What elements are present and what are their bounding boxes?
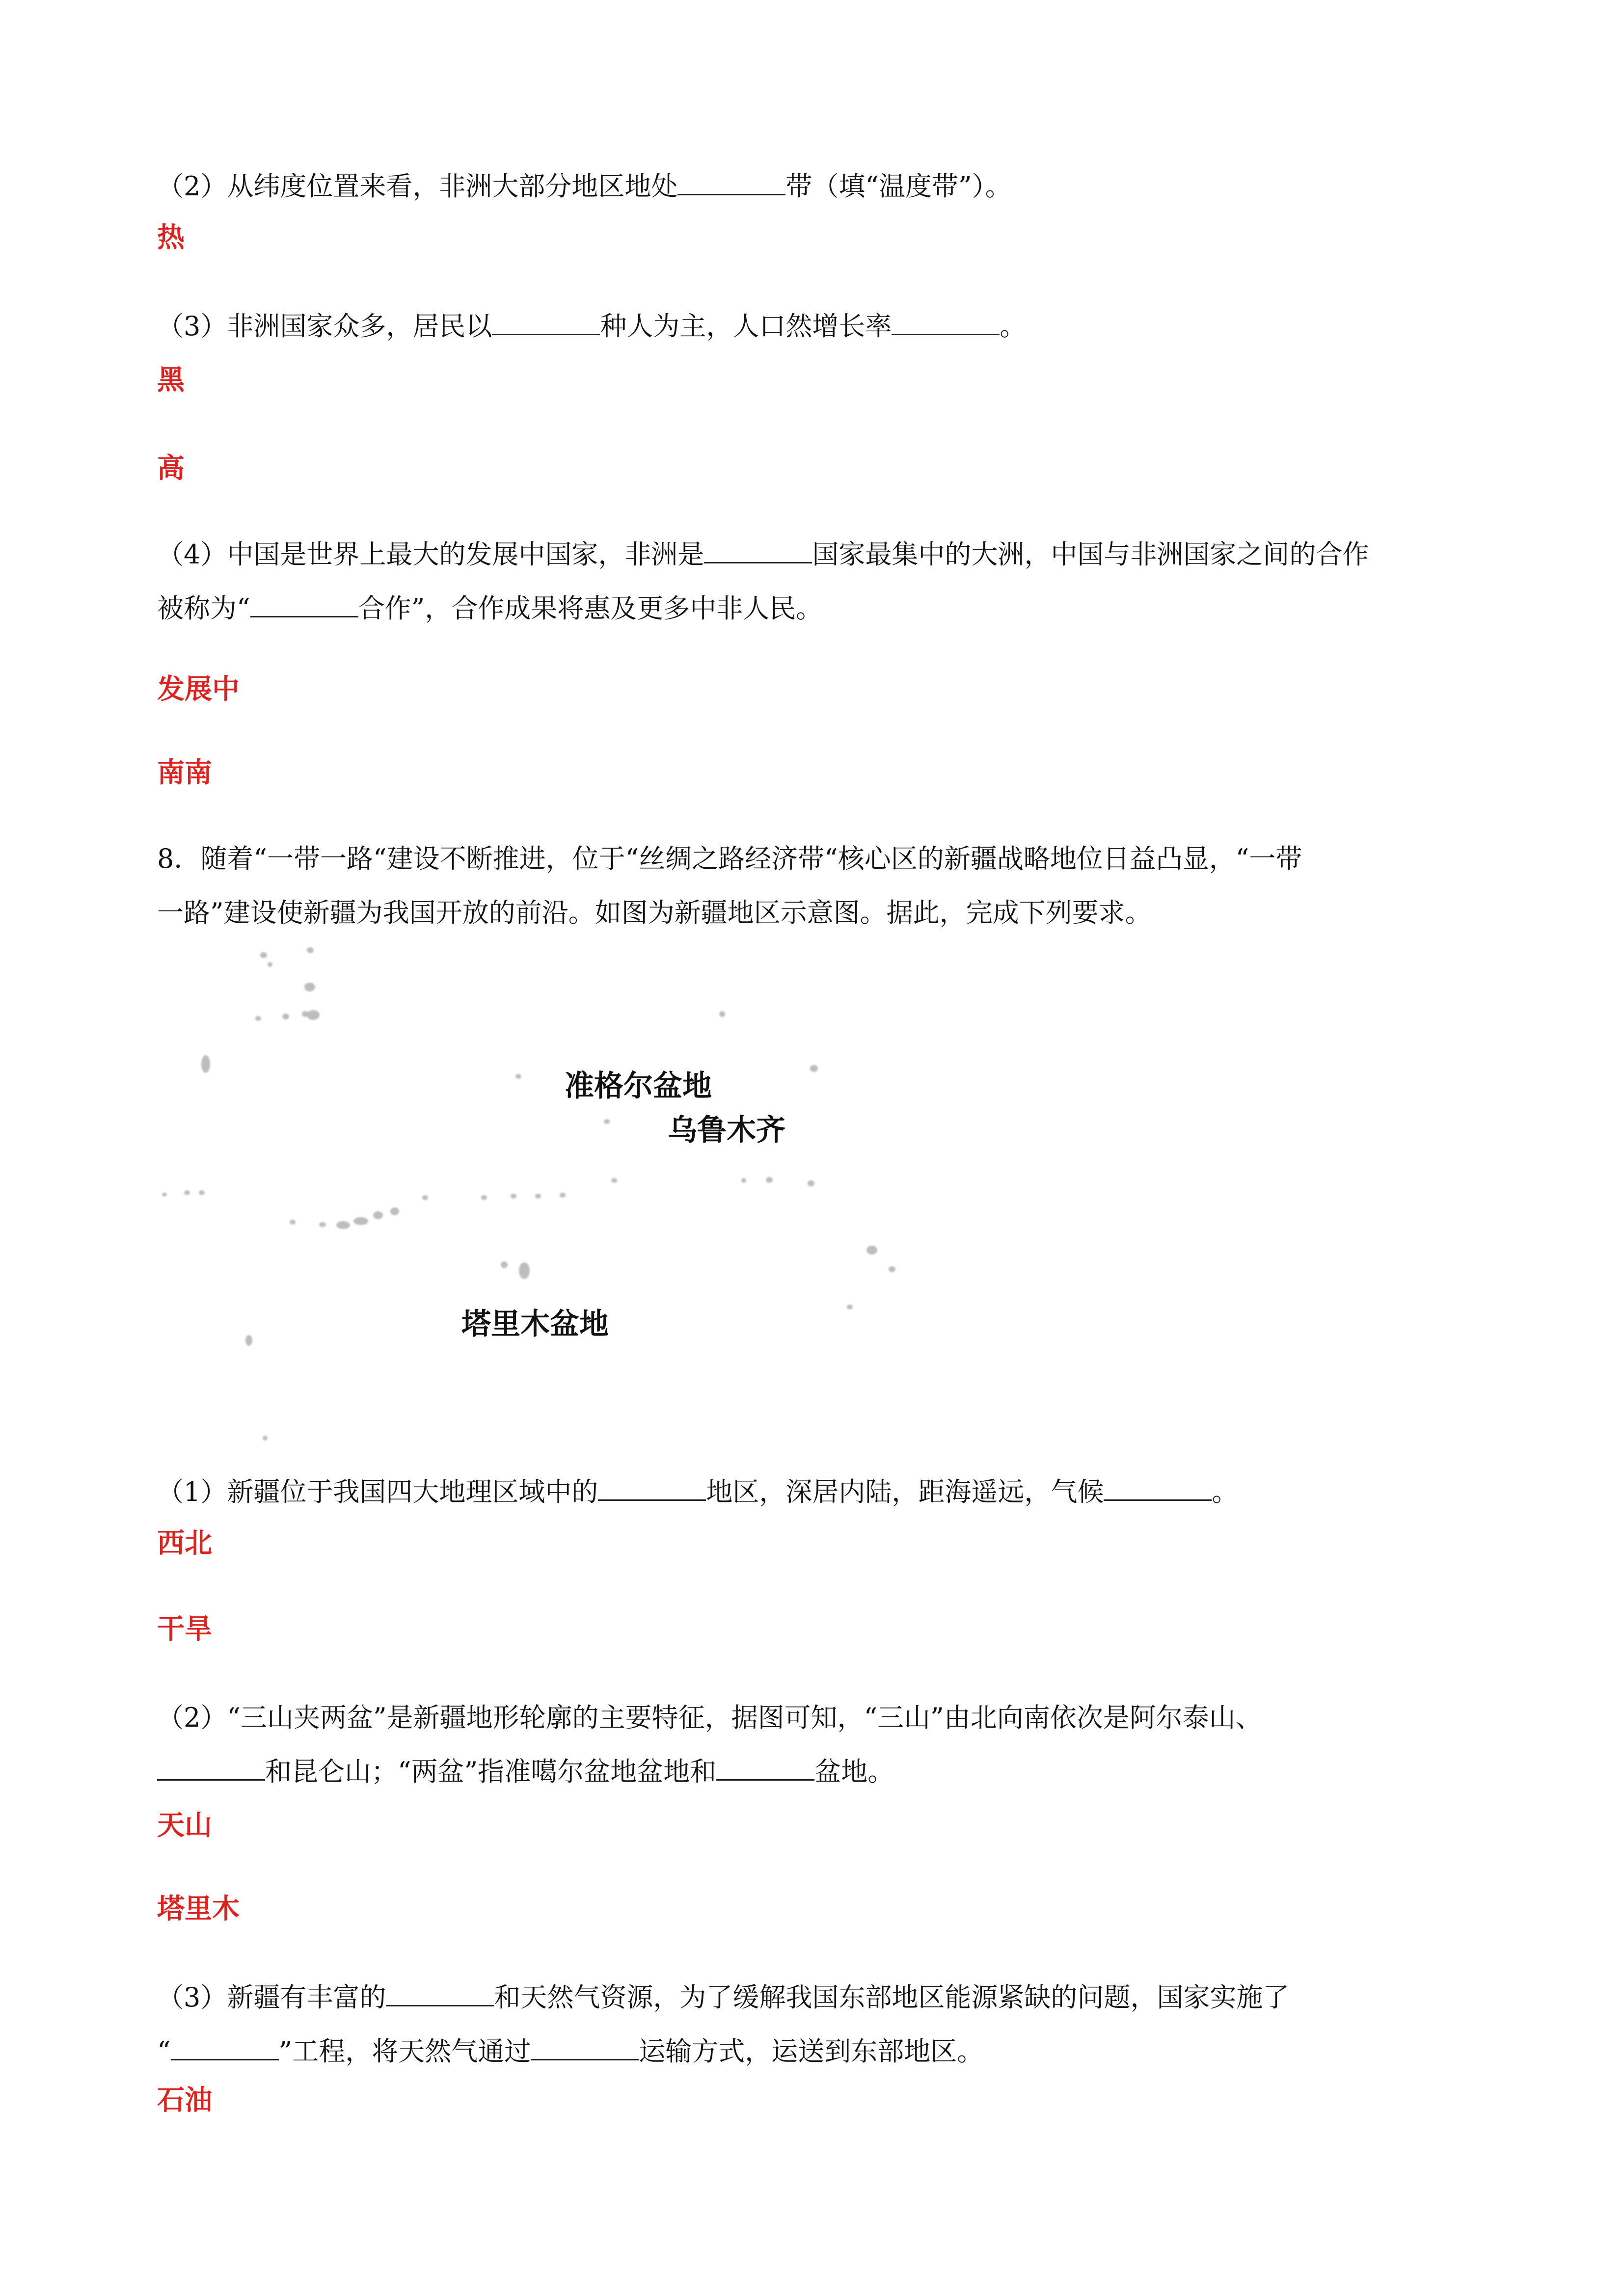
answer-blank[interactable]: [716, 1760, 814, 1781]
map-dot: [519, 1262, 530, 1279]
answer-blank[interactable]: [677, 174, 785, 195]
map-dot: [511, 1194, 516, 1199]
q7-part2-answer: 热: [157, 222, 185, 254]
map-dot: [282, 1014, 289, 1019]
map-dot: [741, 1178, 746, 1183]
map-dot: [810, 1065, 818, 1072]
map-dot: [260, 952, 267, 958]
map-dot: [422, 1195, 428, 1200]
map-dot: [307, 947, 314, 953]
map-dot: [390, 1207, 399, 1215]
map-dot: [184, 1190, 190, 1195]
map-dot: [263, 1436, 268, 1441]
map-dot: [336, 1221, 350, 1229]
map-dot: [199, 1190, 205, 1195]
answer-blank[interactable]: [386, 1985, 494, 2006]
q8-intro-line2: 一路”建设使新疆为我国开放的前沿。如图为新疆地区示意图。据此，完成下列要求。: [157, 897, 1152, 928]
q8-part2-question-line1: （2）“三山夹两盆”是新疆地形轮廓的主要特征，据图可知，“三山”由北向南依次是阿尔泰山、: [157, 1702, 1262, 1733]
answer-blank[interactable]: [492, 314, 600, 335]
map-label-urumqi: 乌鲁木齐: [668, 1113, 785, 1148]
q8-part3-question-line1: （3）新疆有丰富的 和天然气资源，为了缓解我国东部地区能源紧缺的问题，国家实施了: [157, 1982, 1290, 2013]
q7-part3-answer-1: 黑: [157, 364, 185, 396]
answer-blank[interactable]: [1104, 1480, 1212, 1501]
q8-part3-answer-1: 石油: [157, 2084, 212, 2116]
answer-blank[interactable]: [704, 542, 812, 563]
q7-part4-answer-2: 南南: [157, 757, 212, 789]
map-dot: [319, 1222, 326, 1227]
q8-part1-answer-1: 西北: [157, 1527, 212, 1559]
q8-part1-answer-2: 干旱: [157, 1613, 212, 1645]
map-dot: [481, 1195, 487, 1200]
q8-part2-question-line2: 和昆仑山；“两盆”指准噶尔盆地盆地和 盆地。: [157, 1752, 894, 1791]
map-dot: [535, 1194, 541, 1199]
q8-part2-answer-1: 天山: [157, 1810, 212, 1842]
map-dot: [304, 983, 315, 991]
map-dot: [766, 1177, 773, 1183]
q8-intro-line1: 8．随着“一带一路“建设不断推进，位于“丝绸之路经济带“核心区的新疆战略地位日益凸显，“一带: [157, 843, 1302, 874]
answer-blank[interactable]: [531, 2039, 639, 2060]
map-dot: [201, 1055, 210, 1073]
q8-part1-question: （1）新疆位于我国四大地理区域中的 地区，深居内陆，距海遥远，气候 。: [157, 1476, 1239, 1507]
map-dot: [162, 1193, 167, 1197]
map-dot: [611, 1178, 617, 1183]
map-dot: [268, 962, 272, 967]
q7-part2-question: （2）从纬度位置来看，非洲大部分地区地处 带（填“温度带”）。: [157, 171, 1012, 202]
map-dot: [245, 1335, 252, 1346]
map-label-tarim-basin: 塔里木盆地: [461, 1307, 609, 1341]
q7-part3-answer-2: 高: [157, 453, 185, 484]
map-dot: [889, 1266, 895, 1272]
map-dot: [847, 1305, 853, 1309]
map-dot: [255, 1016, 261, 1021]
answer-blank[interactable]: [171, 2039, 279, 2060]
q7-part4-question-line1: （4）中国是世界上最大的发展中国家，非洲是 国家最集中的大洲，中国与非洲国家之间的合作: [157, 539, 1369, 570]
map-dot: [307, 1010, 320, 1020]
map-label-junggar-basin: 准格尔盆地: [565, 1069, 712, 1103]
map-dot: [501, 1261, 508, 1268]
answer-blank[interactable]: [598, 1480, 706, 1501]
map-dot: [808, 1180, 814, 1186]
q7-part3-question: （3）非洲国家众多，居民以 种人为主，人口然增长率 。: [157, 311, 1027, 342]
map-dot: [604, 1119, 610, 1124]
q8-part2-answer-2: 塔里木: [157, 1893, 240, 1925]
map-dot: [560, 1193, 566, 1198]
answer-blank[interactable]: [250, 596, 358, 617]
map-dot: [719, 1011, 725, 1017]
q8-part3-question-line2: “ ”工程，将天然气通过 运输方式，运送到东部地区。: [157, 2036, 984, 2067]
xinjiang-map: [157, 942, 952, 1463]
map-dot: [515, 1074, 521, 1079]
q7-part4-answer-1: 发展中: [157, 673, 240, 705]
map-dot: [373, 1211, 383, 1219]
answer-blank[interactable]: [892, 314, 1000, 335]
map-dot: [290, 1220, 296, 1225]
map-dot: [353, 1217, 368, 1225]
q7-part4-question-line2: 被称为“ 合作”，合作成果将惠及更多中非人民。: [157, 593, 823, 624]
map-dot: [866, 1246, 877, 1255]
answer-blank[interactable]: [157, 1760, 265, 1781]
